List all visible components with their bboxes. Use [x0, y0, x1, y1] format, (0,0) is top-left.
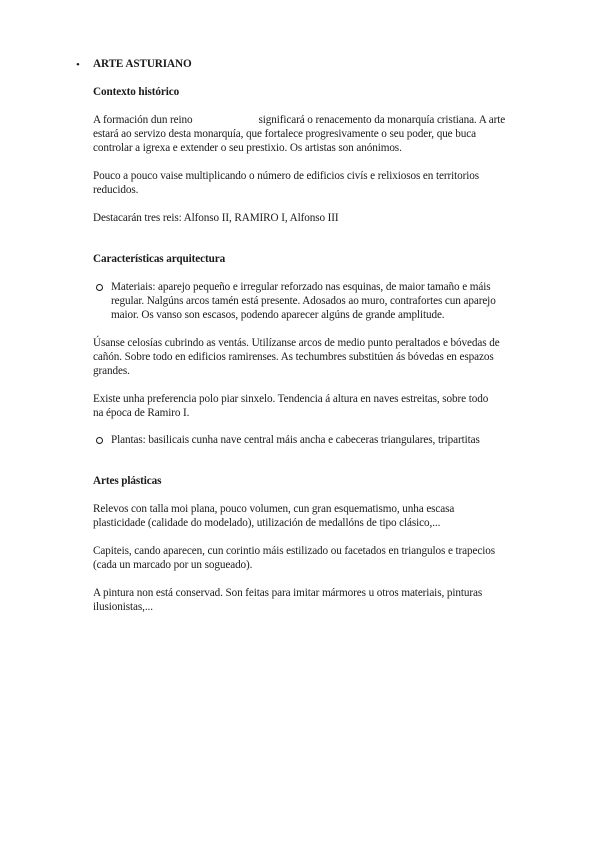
context-p1-line3: controlar a igrexa e extender o seu prestixio. Os artistas son anónimos. — [93, 142, 402, 154]
materials-line1: Materiais: aparejo pequeño e irregular reforzado nas esquinas, de maior tamaño e máis — [111, 281, 491, 293]
architecture-p1-line3: grandes. — [93, 365, 130, 377]
architecture-p2-line2: na época de Ramiro I. — [93, 407, 190, 419]
context-p2-line2: reducidos. — [93, 184, 139, 196]
context-p1-line1-end: significará o renacemento da monarquía cristiana. A arte — [258, 114, 506, 126]
architecture-p1-line2: cañón. Sobre todo en edificios ramirenses. As techumbres substitúen ás bóvedas en espazos — [93, 351, 494, 363]
plastic-p2-line2: (cada un marcado por un sogueado). — [93, 559, 253, 571]
context-p1-line1 — [93, 113, 505, 127]
context-heading: Contexto histórico — [93, 86, 180, 98]
context-p1-line2: estará ao servizo desta monarquía, que fortalece progresivamente o seu poder, que buca — [93, 128, 476, 140]
materials-line3: maior. Os vanso son escasos, podendo aparecer algúns de grande amplitude. — [111, 309, 445, 321]
context-p3: Destacarán tres reis: Alfonso II, RAMIRO I, Alfonso III — [93, 212, 339, 224]
architecture-p2-line1: Existe unha preferencia polo piar sinxelo. Tendencia á altura en naves estreitas, sobre todo — [93, 393, 489, 405]
plants-line: Plantas: basilicais cunha nave central máis ancha e cabeceras triangulares, tripartitas — [111, 434, 480, 446]
materials-line2: regular. Nalgúns arcos tamén está presente. Adosados ao muro, contrafortes cun aparejo — [111, 295, 496, 307]
context-p1-line1-start: A formación dun reino — [93, 114, 193, 126]
context-p2-line1: Pouco a pouco vaise multiplicando o número de edificios civís e relixiosos en territorios — [93, 170, 479, 182]
architecture-p1-line1: Úsanse celosías cubrindo as ventás. Utilízanse arcos de medio punto peraltados e bóvedas de — [93, 337, 500, 349]
plastic-p3-line1: A pintura non está conservad. Son feitas para imitar mármores u otros materiais, pinturas — [93, 587, 483, 599]
plastic-p2-line1: Capiteis, cando aparecen, cun corintio máis estilizado ou facetados en triangulos e trapecios — [93, 545, 495, 557]
plastic-p1-line1: Relevos con talla moi plana, pouco volumen, cun gran esquematismo, unha escasa — [93, 503, 455, 515]
plastic-p1-line2: plasticidade (calidade do modelado), utilización de medallóns de tipo clásico,... — [93, 517, 441, 529]
section-title: ARTE ASTURIANO — [93, 58, 192, 70]
circle-bullet-icon — [96, 437, 103, 444]
circle-bullet-icon — [96, 284, 103, 291]
architecture-heading: Características arquitectura — [93, 253, 226, 265]
bullet-dot-icon: • — [76, 59, 80, 71]
plastic-p3-line2: ilusionistas,... — [93, 601, 153, 613]
plastic-heading: Artes plásticas — [93, 475, 162, 487]
